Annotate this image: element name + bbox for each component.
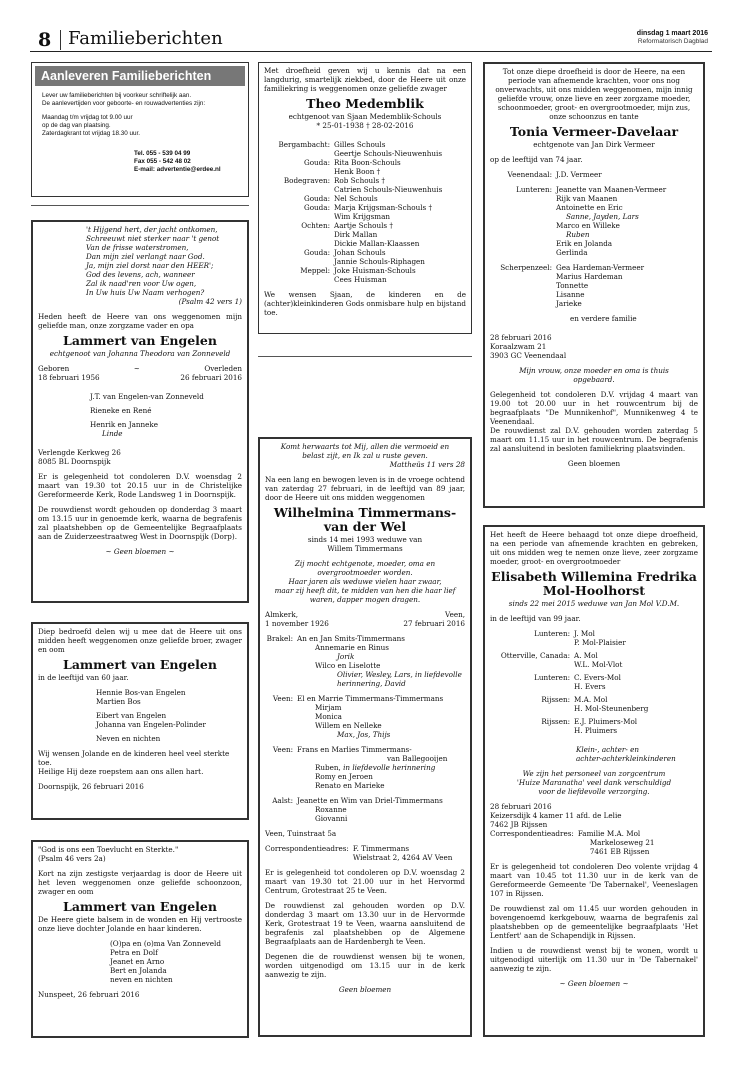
family-member: Catrien Schouls-Nieuwenhuis: [334, 185, 443, 194]
family-member: Bert en Jolanda: [110, 966, 167, 975]
family-place: Aalst:: [272, 796, 293, 805]
birth-date: 18 februari 1956: [38, 373, 100, 382]
tribute-line: maar zij heeft dit, te midden van hen die haar lief: [274, 586, 456, 595]
notice-date: 28 februari 2016: [490, 333, 552, 342]
family-place: Otterville, Canada:: [500, 651, 570, 660]
verse-line: Ja, mijn ziel dorst naar den HEER';: [86, 261, 214, 270]
home-address: Veen, Tuinstraat 5a: [265, 829, 337, 838]
intro-text: Kort na zijn zestigste verjaardag is door de Heere uit het leven weggenomen onze geliefde schoonzoon, zwager en oom: [38, 869, 242, 896]
family-member: W.L. Mol-Vlot: [574, 660, 623, 669]
verse-line: belast zijt, en Ik zal u ruste geven.: [302, 451, 428, 460]
correspondence-label: Correspondentieadres:: [490, 829, 574, 838]
funeral-info: De rouwdienst zal gehouden worden op D.V. donderdag 3 maart om 13.30 uur in de Hervormde Kerk, Grotestraat 19 te Veen, waarna aansluitend de begrafenis zal plaatshebben op de Algemene Begraafplaats aan de Hardenbergh te Veen.: [265, 901, 465, 946]
family-place: Meppel:: [300, 266, 330, 275]
family-place: Scherpenzeel:: [500, 263, 552, 272]
widow-line: sinds 22 mei 2015 weduwe van Jan Mol V.D.M.: [508, 599, 680, 608]
family-group: [264, 221, 466, 248]
page-number: 8: [38, 29, 52, 51]
deceased-name: Wilhelmina Timmermans-: [273, 505, 457, 520]
death-notice-lammert-2: [31, 622, 249, 820]
family-member: Tonnette: [556, 281, 589, 290]
verse-line: Dan mijn ziel verlangt naar God.: [86, 252, 205, 261]
family-group: [264, 266, 466, 284]
info-line: Zaterdagkrant tot vrijdag 18.30 uur.: [42, 130, 141, 137]
family-member: Willem en Nelleke: [315, 721, 382, 730]
family-member: Nel Schouls: [334, 194, 378, 203]
intro-text: Heden heeft de Heere van ons weggenomen mijn geliefde man, onze zorgzame vader en opa: [38, 312, 242, 330]
info-text: [32, 92, 248, 174]
family-list: [38, 939, 242, 984]
thanks-line: 'Huize Maranatha' veel dank verschuldigd: [516, 778, 672, 787]
family-member: An en Jan Smits-Timmermans: [297, 634, 405, 643]
divider: [31, 205, 249, 206]
family-place: Gouda:: [303, 158, 330, 167]
family-group: [490, 629, 698, 647]
family-member: Cees Huisman: [334, 275, 387, 284]
funeral-info: De rouwdienst zal D.V. gehouden worden zaterdag 5 maart om 11.15 uur in het rouwcentrum. De begrafenis zal aansluitend in besloten familiekring plaatsvinden.: [490, 426, 698, 453]
intro-text: Het heeft de Heere behaagd tot onze diepe droefheid, na een periode van afnemende krachten en gebreken, uit ons midden weg te nemen onze lieve, zeer zorgzame moeder, groot- en overgrootmoeder: [490, 530, 698, 566]
deceased-name: Lammert van Engelen: [63, 333, 217, 348]
great-grandchild: Max, Jos, Thijs: [337, 730, 391, 739]
age-line: in de leeftijd van 60 jaar.: [38, 673, 129, 682]
family-member: El en Marrie Timmermans-Timmermans: [297, 694, 444, 703]
verse-line: God des levens, ach, wanneer: [86, 270, 195, 279]
address-line: Markeloseweg 21: [589, 838, 655, 847]
death-place: Veen,: [445, 610, 465, 619]
family-member: Marja Krijgsman-Schouls †: [334, 203, 433, 212]
family-member: J.T. van Engelen-van Zonneveld: [90, 392, 204, 401]
grandchild: Linde: [102, 429, 123, 438]
family-member: Henk Boon †: [334, 167, 381, 176]
info-title: Aanleveren Familieberichten: [35, 66, 245, 86]
family-member: C. Evers-Mol: [574, 673, 621, 682]
attendance-info: Degenen die de rouwdienst wensen bij te wonen, worden uitgenodigd om 13.15 uur in de kerk aanwezig te zijn.: [265, 952, 465, 979]
family-member: J. Mol: [574, 629, 595, 638]
family-member: Monica: [315, 712, 342, 721]
family-group: [264, 176, 466, 194]
verse-line: Zal ik naad'ren voor Uw ogen,: [86, 279, 197, 288]
family-group: [265, 796, 465, 823]
family-group: [264, 158, 466, 176]
date-separator: ~: [133, 364, 140, 373]
family-place: Lunteren:: [534, 629, 570, 638]
no-flowers-note: Geen bloemen: [567, 459, 621, 468]
family-group: [490, 170, 698, 179]
page-header: [30, 26, 712, 52]
family-member: H. Mol-Steunenberg: [574, 704, 649, 713]
tribute-line: Haar jaren als weduwe vielen haar zwaar,: [288, 577, 442, 586]
family-place: Gouda:: [303, 248, 330, 257]
closing-text: Heilige Hij deze roepstem aan ons allen hart.: [38, 767, 204, 776]
section-title: Familieberichten: [68, 28, 223, 49]
family-place: Gouda:: [303, 203, 330, 212]
tribute: [265, 559, 465, 604]
place-date: Nunspeet, 26 februari 2016: [38, 990, 140, 999]
family-member: Lisanne: [556, 290, 585, 299]
verse-line: In Uw huis Uw Naam verhogen?: [86, 288, 205, 297]
birth-date: 1 november 1926: [265, 619, 329, 628]
family-place: Rijssen:: [541, 695, 570, 704]
family-member: Wilco en Liselotte: [315, 661, 381, 670]
family-place: Brakel:: [266, 634, 293, 643]
family-member: Jannie Schouls-Riphagen: [334, 257, 425, 266]
death-notice-vermeer: [483, 62, 705, 508]
great-grandchild: Ruben: [566, 230, 590, 239]
deceased-name-cont: van der Wel: [323, 519, 407, 534]
no-flowers-note: ~ Geen bloemen ~: [559, 979, 629, 988]
death-date: 27 februari 2016: [403, 619, 465, 628]
family-list: [264, 140, 466, 284]
family-place: Lunteren:: [534, 673, 570, 682]
family-member: Rita Boon-Schouls: [334, 158, 401, 167]
address-line: 8085 BL Doornspijk: [38, 457, 111, 466]
info-line: Maandag t/m vrijdag tot 9.00 uur: [42, 114, 133, 121]
intro-text: Met droefheid geven wij u kennis dat na een langdurig, smartelijk ziekbed, door de Heere uit onze familiekring is weggenomen onze geliefde zwager: [264, 66, 466, 93]
family-member: A. Mol: [574, 651, 598, 660]
family-member: Rijk van Maanen: [556, 194, 618, 203]
family-member: Henrik en Janneke: [90, 420, 158, 429]
deceased-name-cont: Mol-Hoolhorst: [542, 583, 646, 598]
closing-text: We wensen Sjaan, de kinderen en de (achter)kleinkinderen Gods onmisbare hulp en bijstand toe.: [264, 290, 466, 317]
family-place: Lunteren:: [516, 185, 552, 194]
family-group: [490, 717, 698, 735]
info-box: [31, 62, 249, 197]
family-member: Frans en Marlies Timmermans-: [297, 745, 412, 754]
fax-number: Fax 055 - 542 48 02: [134, 158, 191, 165]
address-line: F. Timmermans: [352, 844, 410, 853]
family-member: M.A. Mol: [574, 695, 608, 704]
family-place: Veen:: [272, 745, 293, 754]
spouse-line: echtgenote van Jan Dirk Vermeer: [533, 140, 655, 149]
closing-text: Wij wensen Jolande en de kinderen heel veel sterkte toe.: [38, 749, 230, 767]
phone-number: Tel. 055 - 539 04 99: [134, 150, 191, 157]
correspondence-label: Correspondentieadres:: [265, 844, 349, 853]
comfort-text: De Heere giete balsem in de wonden en Hij vertrooste onze lieve dochter Jolande en haar kinderen.: [38, 915, 242, 933]
died-label: Overleden: [204, 364, 242, 373]
family-place: Gouda:: [303, 194, 330, 203]
family-member: Jarieke: [556, 299, 582, 308]
info-line: Lever uw familieberichten bij voorkeur schriftelijk aan.: [42, 92, 192, 99]
deceased-name: Theo Medemblik: [306, 96, 424, 111]
family-member: Hennie Bos-van Engelen: [96, 688, 186, 697]
family-member: Rieneke en René: [90, 406, 152, 415]
info-line: op de dag van plaatsing.: [42, 122, 111, 129]
header-divider: [60, 30, 61, 50]
family-group: [490, 673, 698, 691]
tribute-line: opgebaard.: [573, 375, 615, 384]
family-member: H. Evers: [574, 682, 606, 691]
family-member: Mirjam: [315, 703, 342, 712]
family-member: J.D. Vermeer: [556, 170, 602, 179]
family-group: [264, 203, 466, 221]
verse: "God is ons een Toevlucht en Sterkte.": [38, 845, 179, 854]
death-notice-mol-hoolhorst: [483, 525, 705, 1037]
family-group: [490, 185, 698, 257]
verse-line: Komt herwaarts tot Mij, allen die vermoeid en: [280, 442, 450, 451]
great-grandchild: Olivier, Wesley, Lars, in liefdevolle: [337, 670, 462, 679]
condolence-info: Er is gelegenheid tot condoleren Deo volente vrijdag 4 maart van 10.45 tot 11.30 uur in de kerk van de Gereformeerde Gemeente 'De Tabernakel', Veeneslagen 107 in Rijssen.: [490, 862, 698, 898]
family-member: Aartje Schouls †: [334, 221, 393, 230]
family-member: H. Pluimers: [574, 726, 618, 735]
deceased-name: Lammert van Engelen: [63, 899, 217, 914]
condolence-info: Er is gelegenheid tot condoleren D.V. woensdag 2 maart van 19.30 tot 20.15 uur in de Christelijke Gereformeerde Kerk, Rode Landsweg 1 in Doornspijk.: [38, 472, 242, 499]
family-group: [265, 745, 465, 790]
family-member: van Ballegooijen: [387, 754, 448, 763]
address-line: 3903 GC Veenendaal: [490, 351, 567, 360]
family-member: Dirk Mallan: [334, 230, 378, 239]
intro-text: Na een lang en bewogen leven is in de vroege ochtend van zaterdag 27 februari, in de leeftijd van 89 jaar, door de Heere uit ons midden weggenomen: [265, 475, 465, 502]
great-grandchild: Sanne, Jayden, Lars: [566, 212, 639, 221]
family-member: Jeanette en Wim van Driel-Timmermans: [297, 796, 443, 805]
email-address[interactable]: E-mail: advertentie@erdee.nl: [134, 166, 221, 173]
info-line: De aanlevertijden voor geboorte- en rouwadvertenties zijn:: [42, 100, 206, 107]
family-member: Gerlinda: [556, 248, 588, 257]
family-group: [490, 695, 698, 713]
family-place: Ochten:: [301, 221, 330, 230]
birth-place: Almkerk,: [265, 610, 298, 619]
notice-date: 28 februari 2016: [490, 802, 552, 811]
thanks-line: We zijn het personeel van zorgcentrum: [522, 769, 666, 778]
funeral-info: De rouwdienst zal om 11.45 uur worden gehouden in bovengenoemd kerkgebouw, waarna de begrafenis zal plaatshebben op de gemeentelijke begraafplaats 'Het Lentfert' aan de Schapendijk in Rijssen.: [490, 904, 698, 940]
deceased-name: Tonia Vermeer-Davelaar: [509, 124, 679, 139]
family-member: (O)pa en (o)ma Van Zonneveld: [110, 939, 221, 948]
death-notice-medemblik: [258, 62, 472, 334]
family-member: Jeanette van Maanen-Vermeer: [556, 185, 667, 194]
family-member: Wim Krijgsman: [334, 212, 391, 221]
address-line: 7462 JB Rijssen: [490, 820, 548, 829]
address-line: Keizersdijk 4 kamer 11 afd. de Lelie: [490, 811, 622, 820]
family-member: Neven en nichten: [96, 734, 161, 743]
great-grandchild: Jorik: [337, 652, 355, 661]
family-group: [265, 694, 465, 739]
correspondence-address: [265, 844, 465, 862]
tribute-line: Zij mocht echtgenote, moeder, oma en: [294, 559, 436, 568]
grandchildren-line: Klein-, achter- en: [576, 745, 639, 754]
death-notice-lammert-3: [31, 840, 249, 1038]
no-flowers-note: ~ Geen bloemen ~: [105, 547, 175, 556]
tribute-line: overgrootmoeder worden.: [317, 568, 413, 577]
deceased-name: Lammert van Engelen: [63, 657, 217, 672]
husband-name: Willem Timmermans: [327, 544, 403, 553]
family-member: Antoinette en Eric: [556, 203, 623, 212]
verse-reference: (Psalm 46 vers 2a): [38, 854, 106, 863]
verse-line: 't Hijgend hert, der jacht ontkomen,: [86, 225, 218, 234]
family-member: Martien Bos: [96, 697, 141, 706]
family-member: Renato en Marieke: [315, 781, 385, 790]
family-list: [490, 629, 698, 739]
death-date: 26 februari 2016: [180, 373, 242, 382]
condolence-info: Gelegenheid tot condoleren D.V. vrijdag 4 maart van 19.00 tot 20.00 uur in het rouwcentrum bij de begraafplaats "De Munnikenhof", Munnikenweg 4 te Veenendaal.: [490, 390, 698, 426]
family-member: Geertje Schouls-Nieuwenhuis: [334, 149, 443, 158]
age-line: in de leeftijd van 99 jaar.: [490, 614, 581, 623]
family-group: [490, 263, 698, 308]
family-group: [490, 651, 698, 669]
family-member: Petra en Dolf: [110, 948, 158, 957]
death-notice-timmermans: [258, 437, 472, 1037]
family-member: Romy en Jeroen: [315, 772, 373, 781]
family-member: Joke Huisman-Schouls: [334, 266, 416, 275]
family-place: Veen:: [272, 694, 293, 703]
family-member: Annemarie en Rinus: [315, 643, 389, 652]
family-member: Erik en Jolanda: [556, 239, 613, 248]
family-list: [38, 688, 242, 743]
spouse-line: echtgenoot van Johanna Theodora van Zonneveld: [49, 349, 231, 358]
family-member: Marco en Willeke: [556, 221, 620, 230]
family-member: Johan Schouls: [334, 248, 386, 257]
verse-line: Van de frisse waterstromen,: [86, 243, 189, 252]
address-line: Familie M.A. Mol: [577, 829, 641, 838]
thanks-line: voor de liefdevolle verzorging.: [538, 787, 650, 796]
family-member: E.J. Pluimers-Mol: [574, 717, 638, 726]
age-line: op de leeftijd van 74 jaar.: [490, 155, 583, 164]
family-member: Jeanet en Arno: [110, 957, 165, 966]
family-member: Gilles Schouls: [334, 140, 386, 149]
tribute-line: waren, dapper mogen dragen.: [309, 595, 421, 604]
family-member: Roxanne: [315, 805, 347, 814]
newspaper-name: Reformatorisch Dagblad: [637, 38, 708, 45]
great-grandchild: herinnering, David: [337, 679, 406, 688]
family-member: Rob Schouls †: [334, 176, 386, 185]
family-group: [264, 140, 466, 158]
address-line: Verlengde Kerkweg 26: [38, 448, 121, 457]
intro-text: Tot onze diepe droefheid is door de Heere, na een periode van afnemende krachten, voor ons nog onverwachts, uit ons midden weggenomen, mijn innig geliefde vrouw, onze lieve en zeer zorgzame moeder, schoonmoeder, groot- en overgrootmoeder, mijn zus, onze schoonzus en tante: [495, 67, 693, 121]
intro-text: Diep bedroefd delen wij u mee dat de Heere uit ons midden heeft weggenomen onze geliefde broer, zwager en oom: [38, 627, 242, 654]
attendance-info: Indien u de rouwdienst wenst bij te wonen, wordt u uitgenodigd uiterlijk om 11.30 uur in 'De Tabernakel' aanwezig te zijn.: [490, 946, 698, 973]
family-member: neven en nichten: [110, 975, 173, 984]
spouse-line: echtgenoot van Sjaan Medemblik-Schouls: [288, 112, 442, 121]
born-label: Geboren: [38, 364, 70, 373]
further-family: en verdere familie: [570, 314, 637, 323]
bible-verse: [265, 442, 465, 469]
deceased-name: Elisabeth Willemina Fredrika: [491, 569, 697, 584]
divider: [258, 356, 472, 357]
family-place: Bodegraven:: [283, 176, 330, 185]
death-notice-lammert-1: [31, 220, 249, 603]
address-line: Koraalzwam 21: [490, 342, 547, 351]
family-place: Bergambacht:: [278, 140, 330, 149]
correspondence-address: [490, 829, 698, 856]
family-member: P. Mol-Plaisier: [574, 638, 626, 647]
tribute-line: Mijn vrouw, onze moeder en oma is thuis: [519, 366, 669, 375]
family-group: [264, 194, 466, 203]
family-member: Gea Hardeman-Vermeer: [556, 263, 645, 272]
condolence-info: Er is gelegenheid tot condoleren op D.V. woensdag 2 maart van 19.30 tot 21.00 uur in het Hervormd Centrum, Grotestraat 25 te Veen.: [265, 868, 465, 895]
address-line: Wielstraat 2, 4264 AV Veen: [352, 853, 453, 862]
family-place: Veenendaal:: [507, 170, 552, 179]
family-member: Johanna van Engelen-Polinder: [96, 720, 206, 729]
verse-reference: Mattheüs 11 vers 28: [389, 460, 465, 469]
place-date: Doornspijk, 26 februari 2016: [38, 782, 144, 791]
family-member: Ruben,: [315, 763, 341, 772]
family-member: Dickie Mallan-Klaassen: [334, 239, 420, 248]
family-group: [264, 248, 466, 266]
family-place: Rijssen:: [541, 717, 570, 726]
grandchildren-line: achter-achterkleinkinderen: [576, 754, 676, 763]
family-member: Marius Hardeman: [556, 272, 623, 281]
memory-note: in liefdevolle herinnering: [343, 763, 436, 772]
psalm-verse: [38, 225, 242, 306]
no-flowers-note: Geen bloemen: [338, 985, 392, 994]
issue-date: dinsdag 1 maart 2016: [636, 30, 708, 37]
family-list: [38, 392, 242, 438]
verse-reference: (Psalm 42 vers 1): [178, 297, 242, 306]
family-group: [265, 634, 465, 688]
address-line: 7461 EB Rijssen: [589, 847, 650, 856]
family-member: Eibert van Engelen: [96, 711, 167, 720]
widow-line: sinds 14 mei 1993 weduwe van: [307, 535, 423, 544]
life-dates: * 25-01-1938 † 28-02-2016: [316, 121, 414, 130]
family-member: Giovanni: [315, 814, 348, 823]
verse-line: Schreeuwt niet sterker naar 't genot: [86, 234, 220, 243]
funeral-info: De rouwdienst wordt gehouden op donderdag 3 maart om 13.15 uur in genoemde kerk, waarna de begrafenis zal plaatshebben op de Gemeentelijke Begraafplaats aan de Zuiderzeestraatweg West in Doornspijk (Dorp).: [38, 505, 242, 541]
